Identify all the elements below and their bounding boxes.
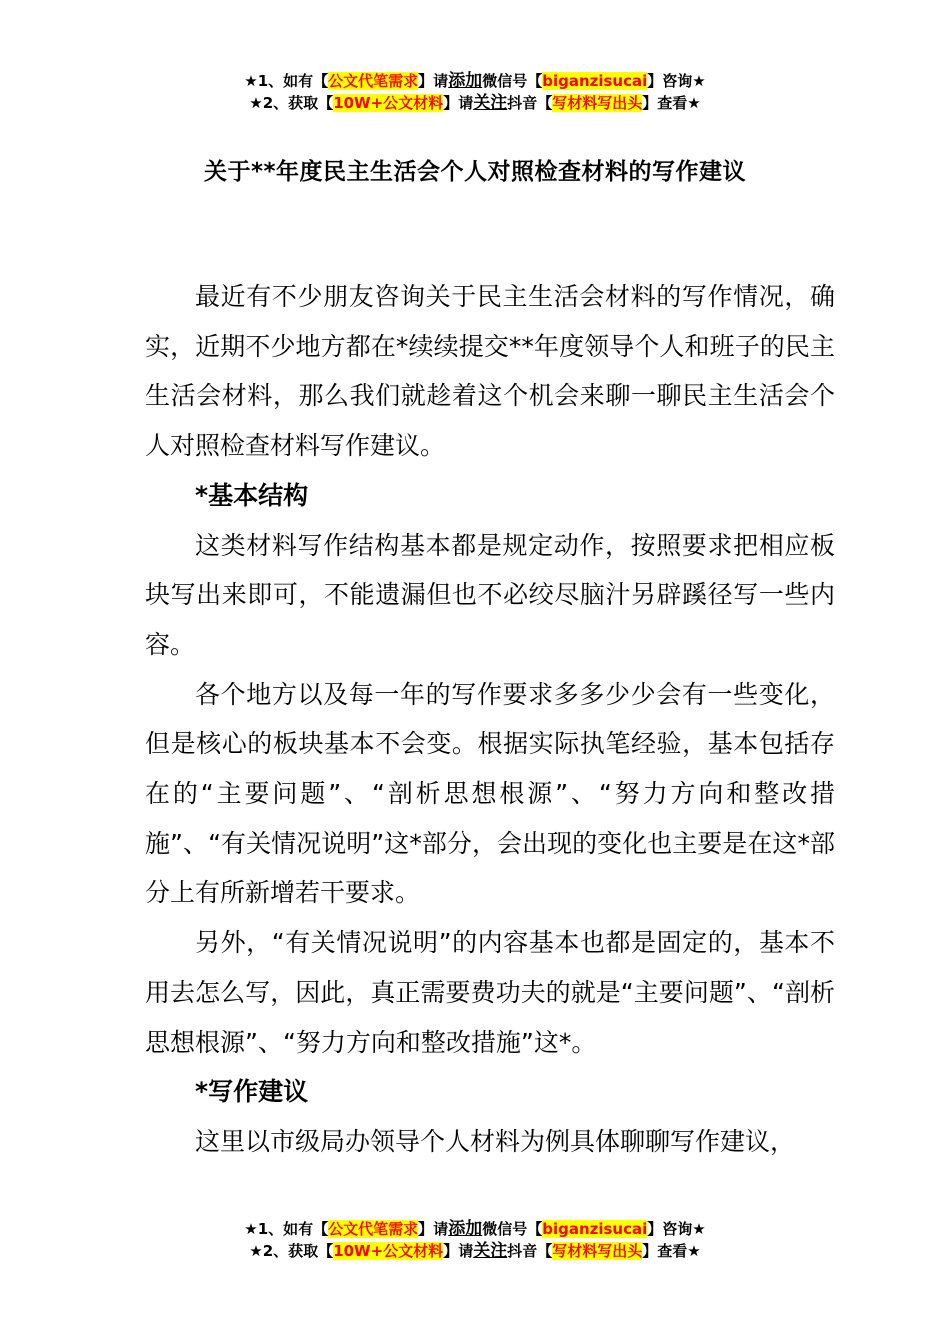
banner-text: 】咨询★	[647, 72, 706, 90]
banner-text: 】查看★	[642, 1242, 701, 1260]
document-title: 关于**年度民主生活会个人对照检查材料的写作建议	[203, 159, 747, 185]
banner-emphasis: 关注	[473, 93, 508, 113]
footer-banner-line-1	[0, 1218, 950, 1240]
banner-highlight: 10W+公文材料	[333, 94, 444, 112]
paragraph: 各个地方以及每一年的写作要求多多少少会有一些变化，但是核心的板块基本不会变。根据实际执笔经验，基本包括存在的“主要问题”、“剖析思想根源”、“努力方向和整改措施”、“有关情况说明”这*部分，会出现的变化也主要是在这*部分上有所新增若干要求。	[145, 679, 835, 908]
banner-highlight: 公文代笔需求	[328, 72, 419, 90]
banner-text: 抖音【	[507, 94, 553, 112]
banner-text: ★1、如有【	[244, 72, 329, 90]
banner-highlight: 写材料写出头	[552, 1242, 643, 1260]
banner-emphasis: 添加	[448, 71, 483, 91]
header-banner-line-2	[0, 92, 950, 114]
banner-highlight: 公文代笔需求	[328, 1220, 419, 1238]
banner-highlight: biganzisucai	[542, 72, 648, 90]
banner-text: ★2、获取【	[249, 94, 334, 112]
banner-text: ★2、获取【	[249, 1242, 334, 1260]
footer-banner-line-2	[0, 1240, 950, 1262]
banner-text: 】请	[443, 94, 474, 112]
banner-emphasis: 关注	[473, 1241, 508, 1261]
header-banner	[0, 70, 950, 114]
banner-text: 微信号【	[482, 1220, 543, 1238]
banner-text: 】查看★	[642, 94, 701, 112]
banner-highlight: 10W+公文材料	[333, 1242, 444, 1260]
header-banner-line-1	[0, 70, 950, 92]
banner-text: 微信号【	[482, 72, 543, 90]
banner-text: 】请	[418, 1220, 449, 1238]
section-heading: *基本结构	[195, 480, 309, 510]
paragraph: 这里以市级局办领导个人材料为例具体聊聊写作建议，	[195, 1126, 796, 1156]
banner-text: 】咨询★	[647, 1220, 706, 1238]
footer-banner	[0, 1218, 950, 1262]
banner-emphasis: 添加	[448, 1219, 483, 1239]
section-heading: *写作建议	[195, 1077, 309, 1107]
banner-highlight: biganzisucai	[542, 1220, 648, 1238]
banner-text: 】请	[418, 72, 449, 90]
paragraph: 这类材料写作结构基本都是规定动作，按照要求把相应板块写出来即可，不能遗漏但也不必绞尽脑汁另辟蹊径写一些内容。	[145, 530, 835, 659]
banner-text: 抖音【	[507, 1242, 553, 1260]
banner-text: ★1、如有【	[244, 1220, 329, 1238]
paragraph: 另外，“有关情况说明”的内容基本也都是固定的，基本不用去怎么写，因此，真正需要费功夫的就是“主要问题”、“剖析思想根源”、“努力方向和整改措施”这*。	[145, 928, 835, 1057]
document-body	[145, 272, 835, 1167]
banner-text: 】请	[443, 1242, 474, 1260]
paragraph: 最近有不少朋友咨询关于民主生活会材料的写作情况，确实，近期不少地方都在*续续提交**年度领导个人和班子的民主生活会材料，那么我们就趁着这个机会来聊一聊民主生活会个人对照检查材料写作建议。	[145, 282, 835, 461]
banner-highlight: 写材料写出头	[552, 94, 643, 112]
